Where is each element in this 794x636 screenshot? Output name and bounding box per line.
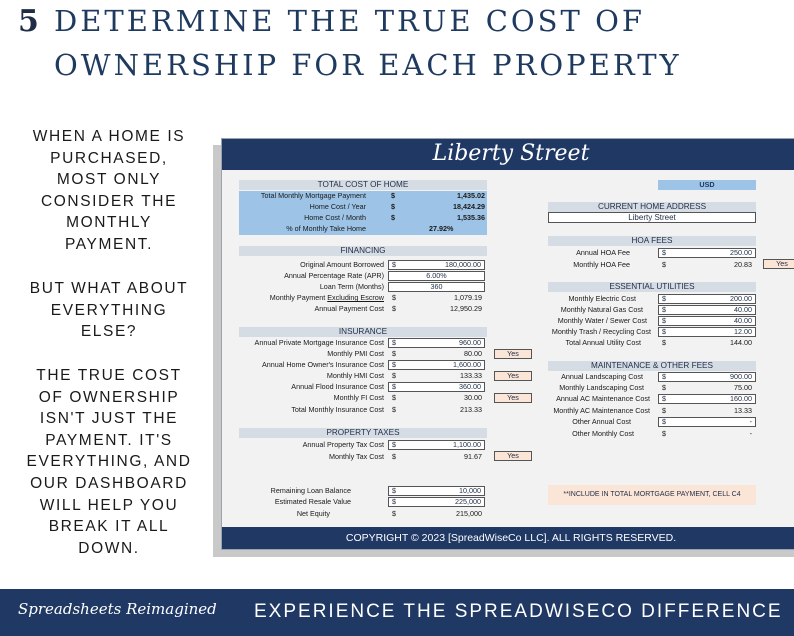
insurance-label: Monthly FI Cost xyxy=(333,393,384,402)
maintenance-value: - xyxy=(749,429,752,438)
maintenance-label: Annual AC Maintenance Cost xyxy=(556,394,650,403)
include-toggle[interactable]: Yes xyxy=(763,259,794,269)
maintenance-value: 13.33 xyxy=(734,406,752,415)
section-header-insurance: INSURANCE xyxy=(239,327,487,337)
equity-field[interactable]: $ 10,000 xyxy=(388,486,485,496)
utility-label: Monthly Trash / Recycling Cost xyxy=(551,327,651,336)
loan-term-field[interactable]: 360 xyxy=(388,282,485,292)
section-header-maintenance: MAINTENANCE & OTHER FEES xyxy=(548,361,756,371)
tax-label: Monthly Tax Cost xyxy=(329,452,384,461)
insurance-field[interactable]: $ 960.00 xyxy=(388,338,485,348)
currency-symbol: $ xyxy=(662,260,666,269)
equity-label: Remaining Loan Balance xyxy=(270,486,351,495)
loan-amount-label: Original Amount Borrowed xyxy=(300,260,384,269)
currency-symbol: $ xyxy=(392,349,396,358)
currency-symbol: $ xyxy=(392,393,396,402)
currency-badge[interactable]: USD xyxy=(658,180,756,190)
utility-field[interactable]: $ 200.00 xyxy=(658,294,756,304)
insurance-value: 213.33 xyxy=(460,405,482,414)
equity-label: Net Equity xyxy=(296,509,330,518)
insurance-value: 80.00 xyxy=(464,349,482,358)
insurance-field[interactable]: $ 360.00 xyxy=(388,382,485,392)
utility-label: Total Annual Utility Cost xyxy=(565,338,641,347)
insurance-label: Annual Private Mortgage Insurance Cost xyxy=(254,338,384,347)
hoa-label: Monthly HOA Fee xyxy=(573,260,630,269)
insurance-label: Annual Flood Insurance Cost xyxy=(291,382,384,391)
insurance-field[interactable]: $ 1,600.00 xyxy=(388,360,485,370)
include-toggle[interactable]: Yes xyxy=(494,393,532,403)
utility-label: Monthly Electric Cost xyxy=(568,294,636,303)
annual-payment-value: 12,950.29 xyxy=(450,304,482,313)
tax-field[interactable]: $ 1,100.00 xyxy=(388,440,485,450)
copyright-footer: COPYRIGHT © 2023 [SpreadWiseCo LLC]. ALL RIGHTS RESERVED. xyxy=(222,527,794,549)
insurance-label: Monthly HMI Cost xyxy=(326,371,384,380)
section-header-utilities: ESSENTIAL UTILITIES xyxy=(548,282,756,292)
section-header-total-cost: TOTAL COST OF HOME xyxy=(239,180,487,190)
include-toggle[interactable]: Yes xyxy=(494,451,532,461)
brand-tagline: EXPERIENCE THE SPREADWISECO DIFFERENCE xyxy=(254,601,783,622)
tax-value: 91.67 xyxy=(464,452,482,461)
hoa-field[interactable]: $ 250.00 xyxy=(658,248,756,258)
equity-label: Estimated Resale Value xyxy=(274,497,351,506)
currency-symbol: $ xyxy=(662,429,666,438)
brand-script-logo: Spreadsheets Reimagined xyxy=(18,600,217,618)
section-header-address: CURRENT HOME ADDRESS xyxy=(548,202,756,212)
home-address-field[interactable]: Liberty Street xyxy=(548,212,756,223)
hoa-value: 20.83 xyxy=(734,260,752,269)
side-paragraph-1: WHEN A HOME IS PURCHASED, MOST ONLY CONSIDER THE MONTHLY PAYMENT. xyxy=(32,128,186,253)
equity-field[interactable]: $ 225,000 xyxy=(388,497,485,507)
currency-symbol: $ xyxy=(392,509,396,518)
step-number: 5 xyxy=(18,4,39,39)
equity-value: 215,000 xyxy=(456,509,482,518)
tax-label: Annual Property Tax Cost xyxy=(302,440,384,449)
maintenance-label: Monthly AC Maintenance Cost xyxy=(553,406,650,415)
loan-amount-field[interactable]: $ 180,000.00 xyxy=(388,260,485,270)
maintenance-field[interactable]: $ 160.00 xyxy=(658,394,756,404)
spreadsheet-dashboard xyxy=(221,138,794,550)
page-title-line-1: DETERMINE THE TRUE COST OF xyxy=(54,4,645,38)
include-toggle[interactable]: Yes xyxy=(494,371,532,381)
annual-payment-label: Annual Payment Cost xyxy=(314,304,384,313)
maintenance-value: 75.00 xyxy=(734,383,752,392)
section-header-property-taxes: PROPERTY TAXES xyxy=(239,428,487,438)
mortgage-note: **INCLUDE IN TOTAL MORTGAGE PAYMENT, CELL C4 xyxy=(548,485,756,505)
monthly-payment-label: Monthly Payment Excluding Escrow xyxy=(269,293,384,302)
tco-pct-row: % of Monthly Take Home 27.92% xyxy=(239,224,487,235)
insurance-label: Monthly PMI Cost xyxy=(327,349,384,358)
currency-symbol: $ xyxy=(662,406,666,415)
currency-symbol: $ xyxy=(392,405,396,414)
tco-row: Home Cost / Year $ 18,424.29 xyxy=(239,202,487,213)
currency-symbol: $ xyxy=(392,452,396,461)
monthly-payment-value: 1,079.19 xyxy=(454,293,482,302)
maintenance-label: Other Monthly Cost xyxy=(572,429,634,438)
utility-field[interactable]: $ 12.00 xyxy=(658,327,756,337)
currency-symbol: $ xyxy=(392,293,396,302)
currency-symbol: $ xyxy=(662,338,666,347)
insurance-value: 133.33 xyxy=(460,371,482,380)
insurance-label: Annual Home Owner's Insurance Cost xyxy=(261,360,384,369)
utility-label: Monthly Water / Sewer Cost xyxy=(557,316,647,325)
tco-row: Home Cost / Month $ 1,535.36 xyxy=(239,213,487,224)
section-header-financing: FINANCING xyxy=(239,246,487,256)
section-header-hoa: HOA FEES xyxy=(548,236,756,246)
currency-symbol: $ xyxy=(662,383,666,392)
include-toggle[interactable]: Yes xyxy=(494,349,532,359)
insurance-value: 30.00 xyxy=(464,393,482,402)
maintenance-label: Annual Landscaping Cost xyxy=(561,372,643,381)
currency-symbol: $ xyxy=(392,371,396,380)
maintenance-field[interactable]: $ - xyxy=(658,417,756,427)
loan-term-label: Loan Term (Months) xyxy=(319,282,384,291)
maintenance-label: Monthly Landscaping Cost xyxy=(559,383,644,392)
maintenance-field[interactable]: $ 900.00 xyxy=(658,372,756,382)
currency-symbol: $ xyxy=(392,304,396,313)
utility-label: Monthly Natural Gas Cost xyxy=(560,305,643,314)
apr-label: Annual Percentage Rate (APR) xyxy=(284,271,384,280)
utility-field[interactable]: $ 40.00 xyxy=(658,305,756,315)
side-paragraph-2: BUT WHAT ABOUT EVERYTHING ELSE? xyxy=(29,280,189,341)
apr-field[interactable]: 6.00% xyxy=(388,271,485,281)
side-paragraph-3: THE TRUE COST OF OWNERSHIP ISN'T JUST THE PAYMENT. IT'S EVERYTHING, AND OUR DASHBOARD WILL HELP YOU BREAK IT ALL DOWN. xyxy=(26,367,192,557)
page-title-line-2: OWNERSHIP FOR EACH PROPERTY xyxy=(54,48,682,82)
insurance-label: Total Monthly Insurance Cost xyxy=(291,405,384,414)
maintenance-label: Other Annual Cost xyxy=(572,417,631,426)
hoa-label: Annual HOA Fee xyxy=(576,248,630,257)
property-title: Liberty Street xyxy=(222,139,794,170)
tco-row: Total Monthly Mortgage Payment $ 1,435.02 xyxy=(239,191,487,202)
utility-field[interactable]: $ 40.00 xyxy=(658,316,756,326)
utility-value: 144.00 xyxy=(730,338,752,347)
